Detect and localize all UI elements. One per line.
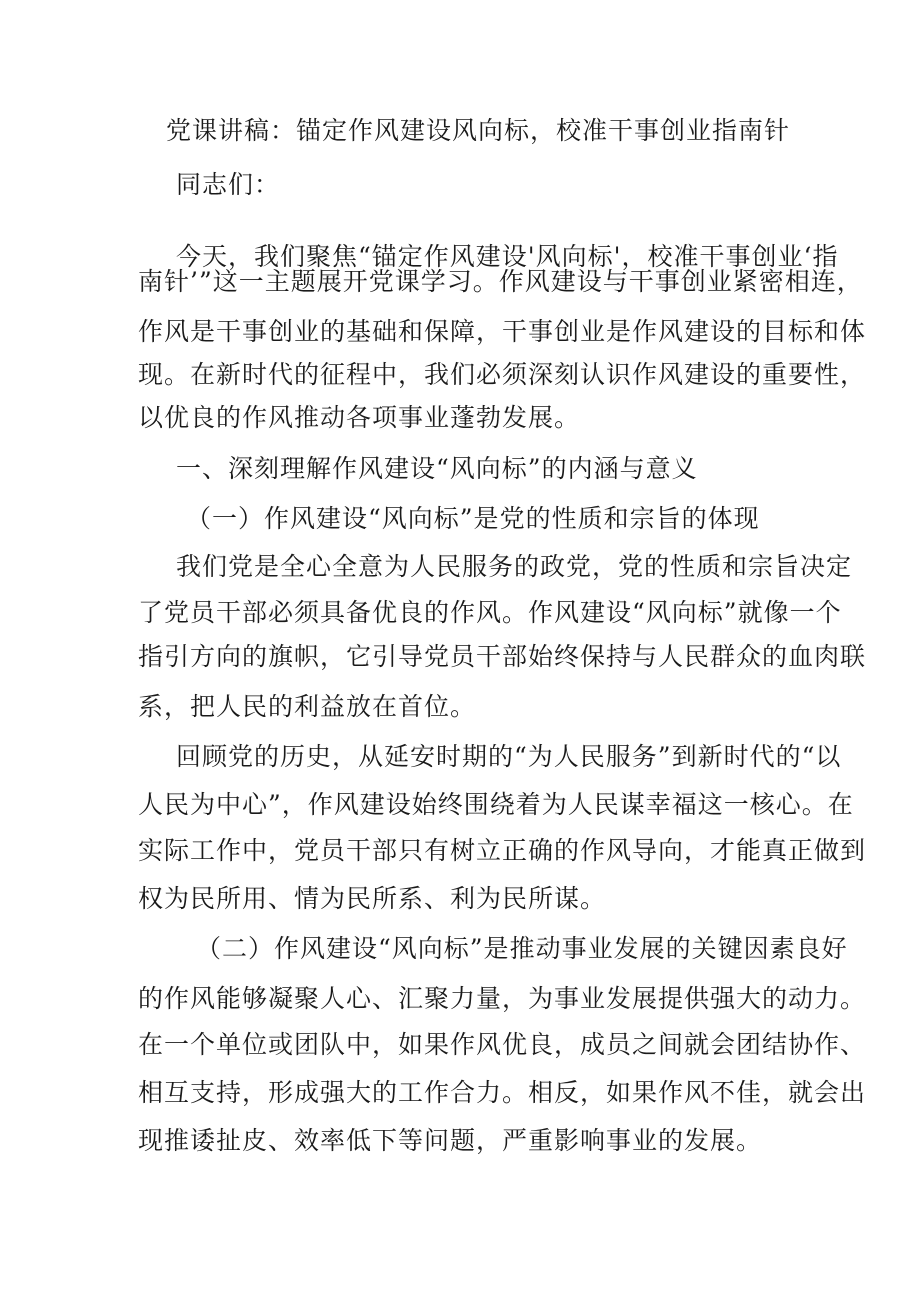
para1-line-1: 我们党是全心全意为人民服务的政党，党的性质和宗旨决定 xyxy=(176,552,853,581)
para2-line-2: 人民为中心”，作风建设始终围绕着为人民谋幸福这一核心。在 xyxy=(138,790,854,819)
para1-line-3: 指引方向的旗帜，它引导党员干部始终保持与人民群众的血肉联 xyxy=(138,642,867,671)
para1-line-2: 了党员干部必须具备优良的作风。作风建设“风向标”就像一个 xyxy=(138,598,842,627)
para2-line-1: 回顾党的历史，从延安时期的“为人民服务”到新时代的“以 xyxy=(176,742,842,771)
intro-line-4: 现。在新时代的征程中，我们必须深刻认识作风建设的重要性， xyxy=(138,360,867,389)
subsection-1-heading: （一）作风建设“风向标”是党的性质和宗旨的体现 xyxy=(186,504,760,533)
para1-line-4: 系，把人民的利益放在首位。 xyxy=(138,692,477,721)
document-title: 党课讲稿：锚定作风建设风向标，校准干事创业指南针 xyxy=(166,116,791,145)
para3-line-4: 相互支持，形成强大的工作合力。相反，如果作风不佳，就会出 xyxy=(138,1078,867,1107)
intro-line-3: 作风是干事创业的基础和保障，干事创业是作风建设的目标和体 xyxy=(138,317,867,346)
para3-line-1: （二）作风建设“风向标”是推动事业发展的关键因素良好 xyxy=(196,934,848,963)
para3-line-5: 现推诿扯皮、效率低下等问题，严重影响事业的发展。 xyxy=(138,1126,763,1155)
intro-line-2: 南针’”这一主题展开党课学习。作风建设与干事创业紧密相连， xyxy=(138,267,863,296)
intro-line-1: 今天，我们聚焦“锚定作风建设'风向标'，校准干事创业‘指 xyxy=(176,242,839,271)
para3-line-2: 的作风能够凝聚人心、汇聚力量，为事业发展提供强大的动力。 xyxy=(138,984,867,1013)
section-1-heading: 一、深刻理解作风建设“风向标”的内涵与意义 xyxy=(176,454,698,483)
para3-line-3: 在一个单位或团队中，如果作风优良，成员之间就会团结协作、 xyxy=(138,1030,867,1059)
greeting: 同志们： xyxy=(176,170,281,199)
intro-line-5: 以优良的作风推动各项事业蓬勃发展。 xyxy=(138,403,581,432)
para2-line-4: 权为民所用、情为民所系、利为民所谋。 xyxy=(138,884,607,913)
para2-line-3: 实际工作中，党员干部只有树立正确的作风导向，才能真正做到 xyxy=(138,836,867,865)
